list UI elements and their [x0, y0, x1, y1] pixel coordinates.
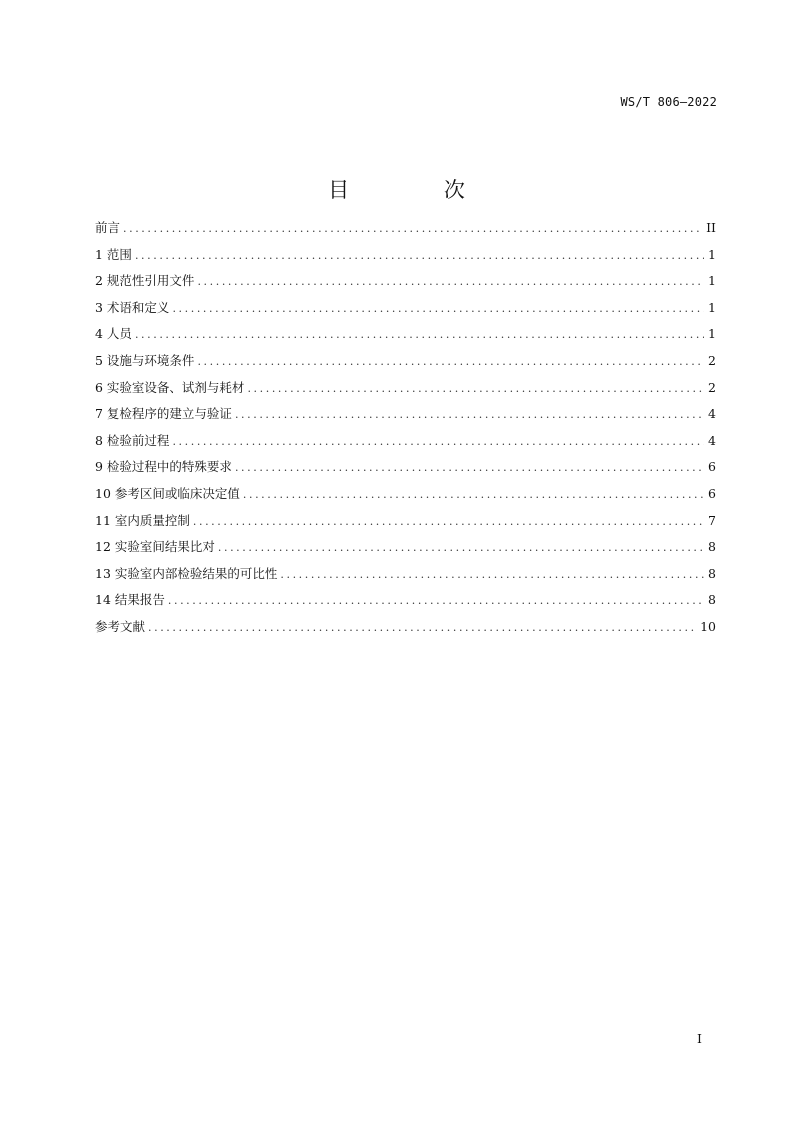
toc-dot-leader: [135, 249, 704, 262]
toc-entry-label: 13 实验室内部检验结果的可比性: [95, 565, 278, 581]
toc-dot-leader: [197, 355, 704, 368]
toc-entry-page: 8: [708, 592, 716, 608]
toc-entry-label: 7 复检程序的建立与验证: [95, 406, 232, 422]
page-number: I: [697, 1031, 702, 1046]
toc-entry-recheck-procedure[interactable]: [95, 404, 716, 431]
toc-entry-page: 8: [708, 565, 716, 581]
toc-dot-leader: [123, 222, 702, 235]
toc-entry-page: 10: [700, 618, 716, 634]
toc-dot-leader: [243, 488, 704, 501]
toc-entry-page: 4: [708, 432, 716, 448]
toc-entry-label: 6 实验室设备、试剂与耗材: [95, 379, 245, 395]
toc-dot-leader: [280, 568, 704, 581]
toc-entry-examination-requirements[interactable]: [95, 457, 716, 484]
toc-entry-scope[interactable]: [95, 245, 716, 272]
toc-entry-intralab-comparability[interactable]: [95, 564, 716, 591]
toc-entry-label: 11 室内质量控制: [95, 512, 190, 528]
toc-entry-pre-examination[interactable]: [95, 431, 716, 458]
toc-entry-page: 1: [708, 273, 716, 289]
toc-dot-leader: [148, 621, 696, 634]
toc-dot-leader: [135, 328, 704, 341]
toc-entry-terms-definitions[interactable]: [95, 298, 716, 325]
toc-entry-label: 前言: [95, 220, 121, 235]
document-code: WS/T 806—2022: [620, 95, 717, 109]
toc-entry-label: 8 检验前过程: [95, 432, 170, 448]
toc-title: 目 次: [328, 178, 509, 203]
toc-entry-reference-intervals[interactable]: [95, 484, 716, 511]
toc-entry-label: 2 规范性引用文件: [95, 273, 195, 289]
toc-entry-personnel[interactable]: [95, 324, 716, 351]
toc-entry-page: 7: [708, 512, 716, 528]
toc-entry-label: 1 范围: [95, 246, 132, 262]
toc-entry-equipment[interactable]: [95, 378, 716, 405]
toc-entry-page: 1: [708, 246, 716, 262]
toc-entry-page: II: [706, 220, 716, 235]
toc-entry-page: 1: [708, 299, 716, 315]
toc-dot-leader: [168, 594, 704, 607]
toc-entry-interlab-comparison[interactable]: [95, 537, 716, 564]
toc-dot-leader: [193, 515, 704, 528]
toc-dot-leader: [235, 408, 704, 421]
toc-entry-internal-quality-control[interactable]: [95, 511, 716, 538]
toc-entry-label: 参考文献: [95, 618, 146, 634]
toc-entry-page: 1: [708, 326, 716, 342]
toc-dot-leader: [235, 461, 704, 474]
toc-entry-bibliography[interactable]: [95, 617, 716, 644]
toc-entry-page: 6: [708, 485, 716, 501]
toc-entry-facilities[interactable]: [95, 351, 716, 378]
toc-entry-label: 9 检验过程中的特殊要求: [95, 459, 232, 475]
toc-entry-label: 10 参考区间或临床决定值: [95, 485, 240, 501]
toc-entry-foreword[interactable]: [95, 218, 716, 245]
toc-dot-leader: [172, 302, 704, 315]
toc-entry-page: 2: [708, 379, 716, 395]
toc-entry-label: 14 结果报告: [95, 592, 165, 608]
toc-entry-label: 4 人员: [95, 326, 132, 342]
toc-entry-page: 6: [708, 459, 716, 475]
toc-entry-page: 2: [708, 352, 716, 368]
toc-dot-leader: [197, 275, 704, 288]
toc-dot-leader: [247, 382, 704, 395]
toc-dot-leader: [172, 435, 704, 448]
toc-entry-label: 3 术语和定义: [95, 299, 170, 315]
table-of-contents: [95, 218, 716, 644]
toc-entry-result-report[interactable]: [95, 590, 716, 617]
toc-entry-label: 5 设施与环境条件: [95, 352, 195, 368]
toc-entry-normative-references[interactable]: [95, 271, 716, 298]
toc-dot-leader: [218, 541, 704, 554]
toc-entry-page: 4: [708, 406, 716, 422]
toc-entry-page: 8: [708, 539, 716, 555]
toc-entry-label: 12 实验室间结果比对: [95, 539, 215, 555]
